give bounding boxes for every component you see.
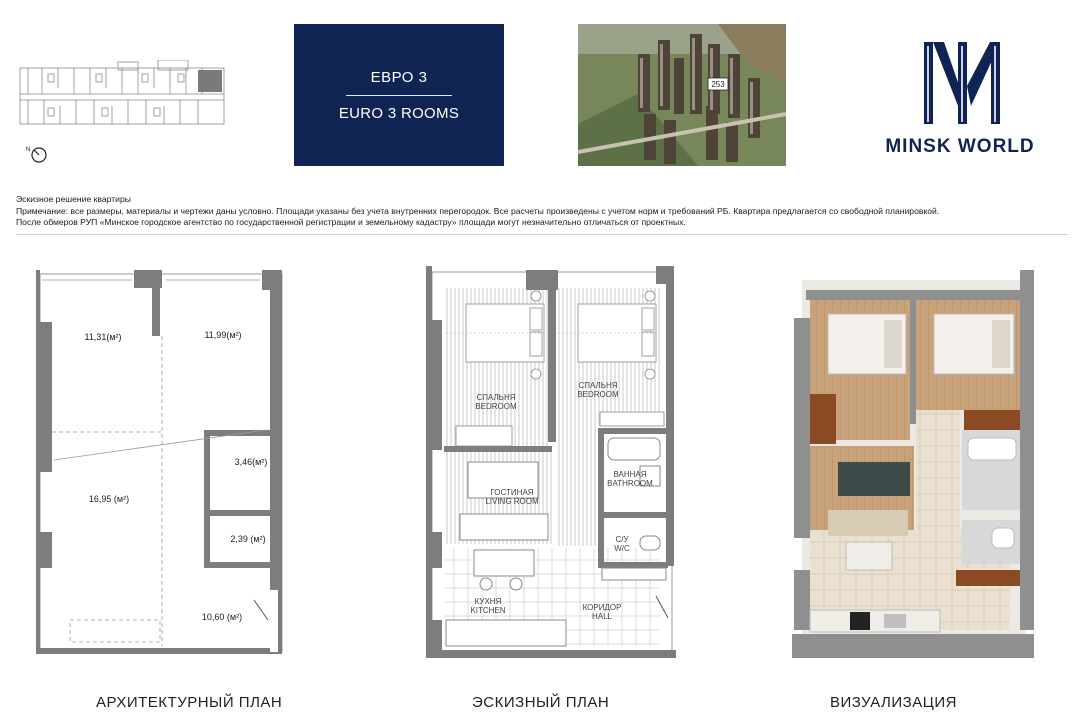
room-living-ru: ГОСТИНАЯ (490, 488, 534, 497)
building-key-plan (18, 60, 226, 130)
note-heading: Эскизное решение квартиры (16, 194, 131, 204)
room-wc-en: W/C (614, 544, 630, 553)
brand-logo (870, 36, 1050, 161)
aerial-building-number: 253 (711, 80, 725, 89)
apartment-type-ru: ЕВРО 3 (370, 68, 428, 86)
room-bedroom-1-ru: СПАЛЬНЯ (476, 393, 516, 402)
area-hall: 10,60 (м²) (201, 612, 243, 622)
area-wc: 2,39 (м²) (230, 534, 266, 544)
title-divider (346, 95, 452, 96)
brand-logo-icon (870, 36, 1050, 131)
visualization-label: ВИЗУАЛИЗАЦИЯ (830, 694, 957, 711)
note-line-1: Примечание: все размеры, материалы и чертежи даны условно. Площади указаны без учета внутренних перегородок. Все расчеты произведены с учетом норм и требований РБ. Квартира предлагается со свободной планировкой. (16, 205, 940, 216)
aerial-render-image (578, 24, 786, 166)
apartment-type-en: EURO 3 ROOMS (338, 104, 460, 122)
area-living: 16,95 (м²) (88, 494, 130, 504)
room-bedroom-2-ru: СПАЛЬНЯ (578, 381, 618, 390)
room-living-en: LIVING ROOM (485, 497, 539, 506)
note-line-2: После обмеров РУП «Минское городское агентство по государственной регистрации и земельному кадастру» площади могут незначительно отличаться от проектных. (16, 217, 686, 227)
room-kitchen-ru: КУХНЯ (474, 597, 502, 606)
apartment-type-card (294, 24, 504, 166)
area-bedroom-2: 11,99(м²) (204, 330, 242, 340)
svg-text:N: N (26, 147, 31, 153)
area-bathroom: 3,46(м²) (234, 457, 268, 467)
room-wc-ru: С/У (615, 535, 629, 544)
room-bathroom-ru: ВАННАЯ (613, 470, 647, 479)
sketch-plan (426, 266, 678, 658)
note-divider (16, 234, 1068, 235)
room-bedroom-2-en: BEDROOM (577, 390, 619, 399)
room-bathroom-en: BATHROOM (607, 479, 653, 488)
room-bedroom-1-en: BEDROOM (475, 402, 517, 411)
area-bedroom-1: 11,31(м²) (84, 332, 122, 342)
brand-name: MINSK WORLD (885, 136, 1035, 157)
architectural-plan-label: АРХИТЕКТУРНЫЙ ПЛАН (96, 694, 283, 711)
room-hall-ru: КОРИДОР (582, 603, 622, 612)
compass-icon (26, 144, 50, 164)
room-kitchen-en: KITCHEN (470, 606, 506, 615)
sketch-plan-label: ЭСКИЗНЫЙ ПЛАН (472, 694, 610, 711)
architectural-plan (36, 270, 286, 658)
visualization-render (792, 270, 1034, 658)
disclaimer-note (16, 194, 1072, 229)
room-hall-en: HALL (591, 612, 613, 621)
